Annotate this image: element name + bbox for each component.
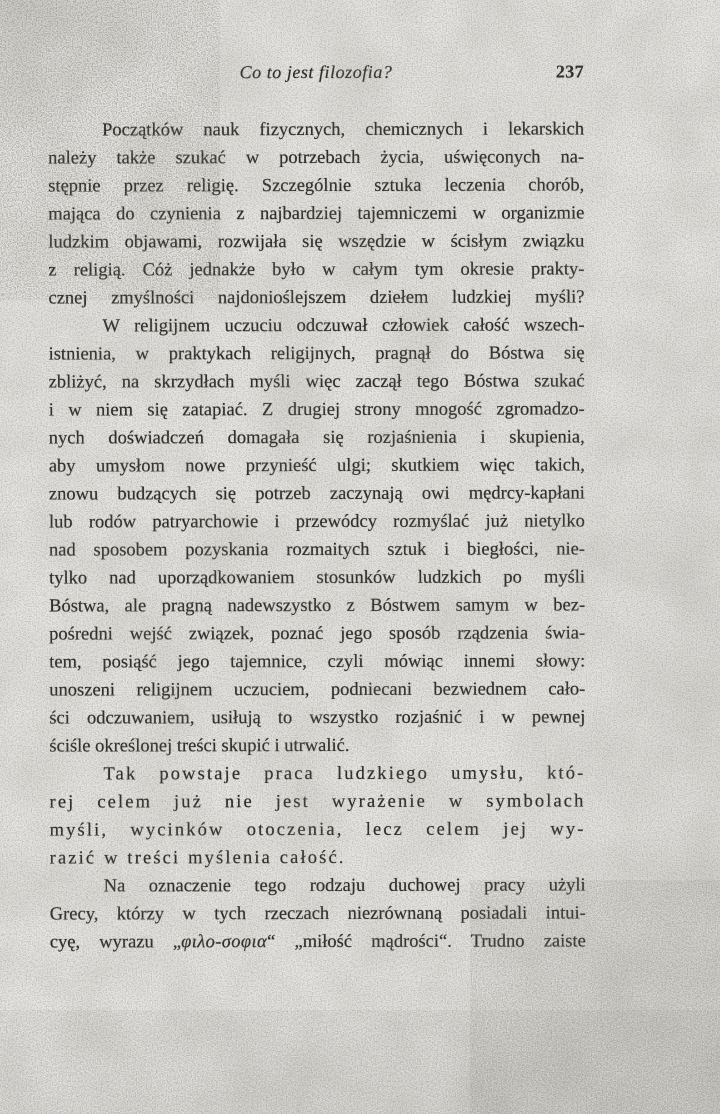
paragraph: [48, 311, 585, 760]
text-line: zbliżyć, na skrzydłach myśli więc zaczął tego Bóstwa szukać: [48, 371, 585, 393]
page-number: 237: [555, 61, 585, 82]
text-line: pośredni wejść związek, poznać jego sposób rządzenia świa-: [49, 623, 586, 645]
text-line: Na oznaczenie tego rodzaju duchowej pracy użyli: [103, 875, 586, 897]
text-line: mająca do czynienia z najbardziej tajemniczemi w organizmie: [48, 203, 585, 225]
text-line: Bóstwa, ale pragną nadewszystko z Bóstwem samym w bez-: [49, 595, 586, 617]
text-line: nad sposobem pozyskania rozmaitych sztuk i biegłości, nie-: [48, 539, 586, 561]
text-line: [50, 927, 586, 956]
text-line: ści odczuwaniem, usiłują to wszystko rozjaśnić i w pewnej: [49, 707, 586, 729]
text-line: ludzkim objawami, rozwijała się wszędzie w ścisłym związku: [48, 231, 585, 253]
text-block: [48, 61, 586, 953]
running-header: [48, 61, 584, 88]
text-line: unoszeni religijnem uczuciem, podniecani bezwiednem cało-: [49, 679, 586, 701]
greek-term: φιλο-σοφια: [181, 932, 268, 953]
paragraph: [48, 115, 584, 312]
text-line: myśli, wycinków otoczenia, lecz celem jej wy-: [49, 819, 586, 841]
text-line: lub rodów patryarchowie i przewódcy rozmyślać już nietylko: [48, 511, 585, 533]
text-line: Grecy, którzy w tych rzeczach niezrównaną posiadali intui-: [49, 903, 586, 925]
text-line: rej celem już nie jest wyrażenie w symbolach: [49, 791, 586, 813]
text-line: należy także szukać w potrzebach życia, uświęconych na-: [48, 147, 585, 169]
paragraph: [50, 871, 586, 956]
text-line: cznej zmyślności najdonioślejszem dziełem ludzkiej myśli?: [48, 287, 585, 309]
text-line: Początków nauk fizycznych, chemicznych i lekarskich: [102, 119, 585, 141]
running-header-title: Co to jest filozofia?: [239, 61, 393, 83]
text-line: stępnie przez religię. Szczególnie sztuka leczenia chorób,: [48, 175, 585, 197]
text-line: razić w treści myślenia całość.: [49, 847, 346, 869]
text-line: z religią. Cóż jednakże było w całym tym okresie prakty-: [48, 259, 585, 281]
text-line: aby umysłom nowe przynieść ulgi; skutkiem więc takich,: [48, 455, 585, 477]
text-line: Tak powstaje praca ludzkiego umysłu, któ-: [103, 763, 586, 785]
text-line: istnienia, w praktykach religijnych, pragnął do Bóstwa się: [48, 343, 585, 365]
text-segment: cyę, wyrazu „: [49, 932, 182, 953]
text-line: znowu budzących się potrzeb zaczynają owi mędrcy-kapłani: [48, 483, 585, 505]
text-line: nych doświadczeń domagała się rozjaśnienia i skupienia,: [48, 427, 585, 449]
text-line: i w niem się zatapiać. Z drugiej strony mnogość zgromadzo-: [48, 399, 585, 421]
body-text: [48, 115, 586, 956]
paragraph: [49, 759, 585, 872]
text-line: tem, posiąść jego tajemnice, czyli mówiąc innemi słowy:: [49, 651, 586, 673]
text-line: W religijnem uczuciu odczuwał człowiek całość wszech-: [102, 315, 585, 337]
text-line: ściśle określonej treści skupić i utrwalić.: [49, 735, 350, 757]
text-line: tylko nad uporządkowaniem stosunków ludzkich po myśli: [49, 567, 586, 589]
text-segment: “ „miłość mądrości“. Trudno zaiste: [267, 931, 586, 953]
